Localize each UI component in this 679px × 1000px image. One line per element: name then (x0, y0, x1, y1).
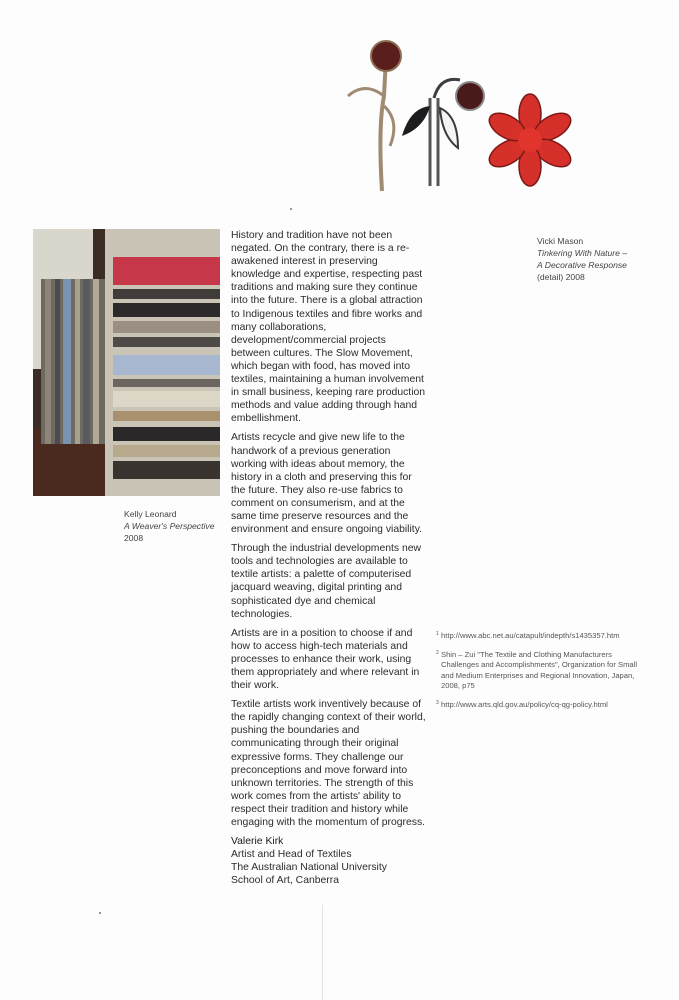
caption-vicki-mason (537, 235, 627, 283)
footnotes (436, 631, 646, 718)
caption-detail-year: (detail) 2008 (537, 272, 585, 282)
woven-textile-image (33, 229, 220, 496)
footnote-number: 3 (436, 699, 439, 706)
caption-kelly-leonard (124, 508, 214, 544)
scan-speck (290, 208, 292, 210)
author-name: Valerie Kirk (231, 836, 284, 848)
footnote (436, 631, 646, 642)
article-body (231, 229, 427, 888)
paragraph: History and tradition have not been negated. On the contrary, there is a re-awakened interest in preserving knowledge and expertise, respecting past traditions and making sure they continue into the future. There is a global attraction to Indigenous textiles and fibre works and many collaborations, development/commercial projects between cultures. The Slow Movement, which began with food, has moved into textiles, maintaining a human involvement in small business, keeping rare production methods and value adding through hand embellishment. (231, 230, 426, 425)
footnote-number: 2 (436, 649, 439, 656)
scan-speck (99, 912, 101, 914)
caption-title-line2: A Decorative Response (537, 260, 627, 270)
caption-year: 2008 (124, 533, 144, 543)
author-signature (231, 835, 427, 887)
footnote-text: Shin – Zui "The Textile and Clothing Manufacturers Challenges and Accomplishments", Organization for Small and Medium Enterprises and Regional Innovation, Japan, 2008, p75 (441, 649, 638, 690)
footnote (436, 650, 646, 692)
paragraph: Through the industrial developments new tools and technologies are available to textile artists: a palette of computerised jacquard weaving, digital printing and sophisticated dye and chemical technologies. (231, 543, 422, 620)
footnote (436, 700, 646, 711)
footnote-number: 1 (436, 631, 439, 637)
paragraph: Textile artists work inventively because of the rapidly changing context of their world, pushing the boundaries and communicating through their original expressive forms. They challenge our preconceptions and move forward into unknown territories. The strength of this work comes from the artists' ability to respect their tradition and history while engaging with the momentum of progress. (231, 699, 426, 829)
footnote-text: http://www.abc.net.au/catapult/indepth/s1435357.htm (441, 631, 620, 640)
paragraph: Artists recycle and give new life to the handwork of a previous generation working with ideas about memory, the history in a cloth and preserving this for the future. They also re-use fabrics to comment on consumerism, and at the same time preserve resources and the environment and ensure ongoing viability. (231, 432, 422, 536)
page-fold-line (322, 905, 323, 1000)
paragraph: Artists are in a position to choose if and how to access high-tech materials and processes to enhance their work, using them appropriately and where relevant in their work. (231, 627, 420, 692)
caption-title: A Weaver's Perspective (124, 521, 215, 531)
caption-title-line1: Tinkering With Nature – (537, 248, 628, 258)
caption-artist: Kelly Leonard (124, 509, 177, 519)
author-school: School of Art, Canberra (231, 875, 340, 887)
footnote-text: http://www.arts.qld.gov.au/policy/cq-qg-policy.html (441, 699, 608, 709)
flower-brooches-image (340, 36, 590, 201)
author-role: Artist and Head of Textiles (231, 849, 352, 861)
author-institution: The Australian National University (231, 862, 387, 874)
caption-artist: Vicki Mason (537, 236, 584, 246)
